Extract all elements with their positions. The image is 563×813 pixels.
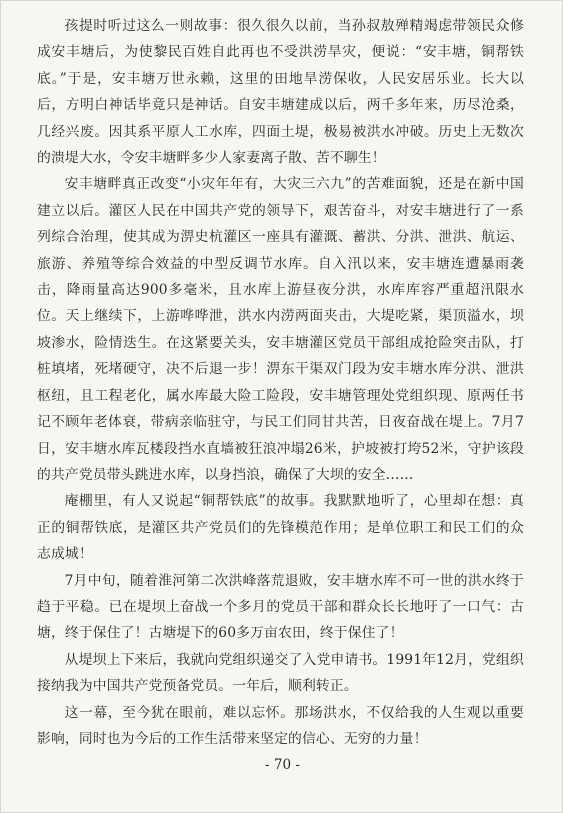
paragraph-1: 孩提时听过这么一则故事：很久很久以前，当孙叔敖殚精竭虑带领民众修成安丰塘后，为使黎民百姓自此再也不受洪涝旱灾，便说：“安丰塘，铜帮铁底。”于是，安丰塘万世永赖，这里的田地旱涝保收，人民安居乐业。长大以后，方明白神话毕竟只是神话。自安丰塘建成以后，两千多年来，历尽沧桑，几经兴废。因其系平原人工水库，四面土堤，极易被洪水冲破。历史上无数次的溃堤大水，令安丰塘畔多少人家妻离子散、苦不聊生！ [37, 18, 524, 167]
paragraph-5: 从堤坝上下来后，我就向党组织递交了入党申请书。1991年12月，党组织接纳我为中国共产党预备党员。一年后，顺利转正。 [37, 651, 524, 695]
paragraph-2: 安丰塘畔真正改变“小灾年年有，大灾三六九”的苦难面貌，还是在新中国建立以后。灌区人民在中国共产党的领导下，艰苦奋斗，对安丰塘进行了一系列综合治理，使其成为淠史杭灌区一座具有灌溉、蓄洪、分洪、泄洪、航运、旅游、养殖等综合效益的中型反调节水库。自入汛以来，安丰塘连遭暴雨袭击，降雨量高达900多毫米，且水库上游昼夜分洪，水库库容严重超汛限水位。天上继续下，上游哗哗泄，洪水内涝两面夹击，大堤吃紧，渠顶溢水，坝坡渗水，险情迭生。在这紧要关头，安丰塘灌区党员干部组成抢险突击队，打桩填堵，死堵硬守，决不后退一步！淠东干渠双门段为安丰塘水库分洪、泄洪枢纽，且工程老化，属水库最大险工险段，安丰塘管理处党组织现、原两任书记不顾年老体衰，带病亲临驻守，与民工们同甘共苦，日夜奋战在堤上。7月7日，安丰塘水库瓦楼段挡水直墙被狂浪冲塌26米，护坡被打垮52米，守护该段的共产党员带头跳进水库，以身挡浪，确保了大坝的安全…… [37, 176, 524, 483]
paragraph-3: 庵棚里，有人又说起“铜帮铁底”的故事。我默默地听了，心里却在想：真正的铜帮铁底，是灌区共产党员们的先锋模范作用；是单位职工和民工们的众志成城！ [37, 493, 524, 563]
paragraph-4: 7月中旬，随着淮河第二次洪峰落荒退败，安丰塘水库不可一世的洪水终于趋于平稳。已在堤坝上奋战一个多月的党员干部和群众长长地吁了一口气：古塘，终于保住了！古塘堤下的60多万亩农田，终于保住了！ [37, 572, 524, 642]
paragraph-6: 这一幕，至今犹在眼前，难以忘怀。那场洪水，不仅给我的人生观以重要影响，同时也为今后的工作生活带来坚定的信心、无穷的力量！ [37, 704, 524, 747]
body-text [37, 13, 524, 752]
page-number: - 70 - [265, 757, 300, 773]
